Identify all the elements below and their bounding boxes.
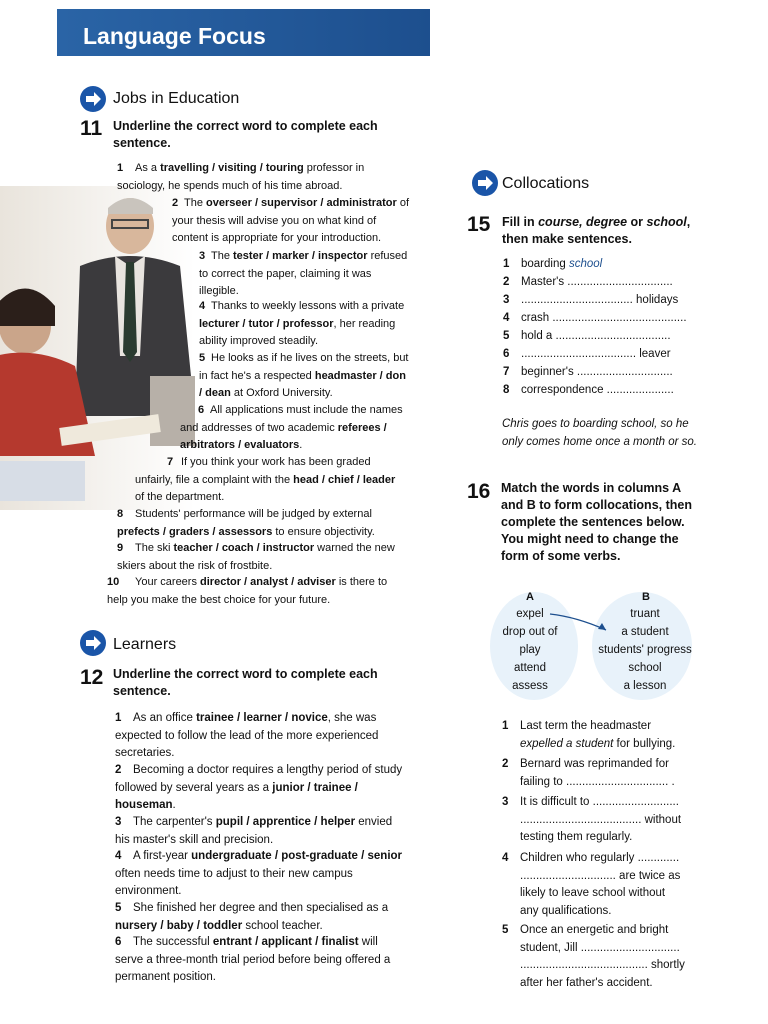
list-item: 3 The tester / marker / inspector refused to correct the paper, claiming it was illegible. <box>199 250 408 297</box>
column-b-item: truant <box>630 608 660 620</box>
list-item: 4 Thanks to weekly lessons with a private lecturer / tutor / professor, her reading ability improved steadily. <box>199 300 405 347</box>
list-item: 3 It is difficult to ........................... ...................................... without testing them regularly. <box>502 796 682 843</box>
column-b-item: students' progress <box>598 644 692 656</box>
list-item: 4 Children who regularly ............. .............................. are twice as likely to leave school without any qualifications. <box>502 852 681 917</box>
list-item: 5 hold a .................................... <box>503 330 671 342</box>
list-item: 3 The carpenter's pupil / apprentice / helper envied his master's skill and precision. <box>115 816 393 846</box>
column-b-item: a student <box>621 626 669 638</box>
page-title: Language Focus <box>83 23 266 49</box>
list-item: 6 .................................... leaver <box>503 348 671 360</box>
list-item: 1 As a travelling / visiting / touring professor in sociology, he spends much of his time abroad. <box>117 162 365 192</box>
list-item: 4 crash .......................................... <box>503 312 687 324</box>
list-item: 2 The overseer / supervisor / administrator of your thesis will advise you on what kind of content is appropriate for your introduction. <box>172 197 409 244</box>
exercise-11-instruction: Underline the correct word to complete each sentence. <box>113 119 378 150</box>
column-a-item: drop out of <box>502 626 558 638</box>
exercise-16-instruction: Match the words in columns A and B to form collocations, then complete the sentences below. You might need to change the form of some verbs. <box>501 481 692 563</box>
list-item: 7 beginner's .............................. <box>503 366 673 378</box>
exercise-number-15: 15 <box>467 213 491 236</box>
list-item: 1 Last term the headmaster expelled a student for bullying. <box>502 720 676 750</box>
list-item: 1 boarding school <box>503 258 603 270</box>
page-banner <box>57 9 430 56</box>
example-sentence: Chris goes to boarding school, so he only comes home once a month or so. <box>502 418 697 448</box>
exercise-number-11: 11 <box>80 117 103 140</box>
list-item: 5 Once an energetic and bright student, Jill ............................... ........................................ shortly after her father's accident. <box>502 924 685 989</box>
list-item: 8 Students' performance will be judged by external prefects / graders / assessors to ensure objectivity. <box>117 508 375 538</box>
list-item: 6 The successful entrant / applicant / finalist will serve a three-month trial period before being offered a permanent position. <box>115 936 391 983</box>
column-a-item: attend <box>514 662 546 674</box>
column-a-item: play <box>519 644 541 656</box>
exercise-12-instruction: Underline the correct word to complete each sentence. <box>113 667 378 698</box>
column-a-item: expel <box>516 608 544 620</box>
section-heading-learners: Learners <box>113 636 177 653</box>
arrow-icon <box>80 86 106 112</box>
column-a-heading: A <box>526 591 534 603</box>
list-item: 6 All applications must include the names and addresses of two academic referees / arbitrators / evaluators. <box>180 404 403 451</box>
column-b-item: a lesson <box>623 680 667 692</box>
list-item: 10 Your careers director / analyst / adviser is there to help you make the best choice for your future. <box>107 576 388 606</box>
list-item: 7 If you think your work has been graded unfairly, file a complaint with the head / chief / leader of the department. <box>135 456 396 503</box>
list-item: 2 Master's ................................. <box>503 276 673 288</box>
exercise-number-12: 12 <box>80 666 104 689</box>
list-item: 5 He looks as if he lives on the streets, but in fact he's a respected headmaster / don / dean at Oxford University. <box>199 352 409 399</box>
column-b-heading: B <box>642 591 650 603</box>
list-item: 4 A first-year undergraduate / post-graduate / senior often needs time to adjust to their new campus environment. <box>115 850 403 897</box>
section-heading-collocations: Collocations <box>502 175 590 192</box>
column-b-item: school <box>628 662 662 674</box>
list-item: 5 She finished her degree and then specialised as a nursery / baby / toddler school teacher. <box>115 902 389 932</box>
exercise-number-16: 16 <box>467 480 491 503</box>
list-item: 9 The ski teacher / coach / instructor warned the new skiers about the risk of frostbite. <box>117 542 395 572</box>
exercise-15-instruction: Fill in course, degree or school, then make sentences. <box>502 215 691 246</box>
list-item: 2 Bernard was reprimanded for failing to ................................ . <box>502 758 675 788</box>
list-item: 8 correspondence ..................... <box>503 384 674 396</box>
column-a-item: assess <box>512 680 548 692</box>
arrow-icon <box>472 170 498 196</box>
section-heading-jobs: Jobs in Education <box>113 90 240 107</box>
list-item: 2 Becoming a doctor requires a lengthy period of study followed by several years as a junior / trainee / houseman. <box>115 764 403 811</box>
match-arrow-icon <box>548 608 618 636</box>
arrow-icon <box>80 630 106 656</box>
list-item: 3 ................................... holidays <box>503 294 679 306</box>
list-item: 1 As an office trainee / learner / novice, she was expected to follow the lead of the more experienced secretaries. <box>115 712 379 759</box>
